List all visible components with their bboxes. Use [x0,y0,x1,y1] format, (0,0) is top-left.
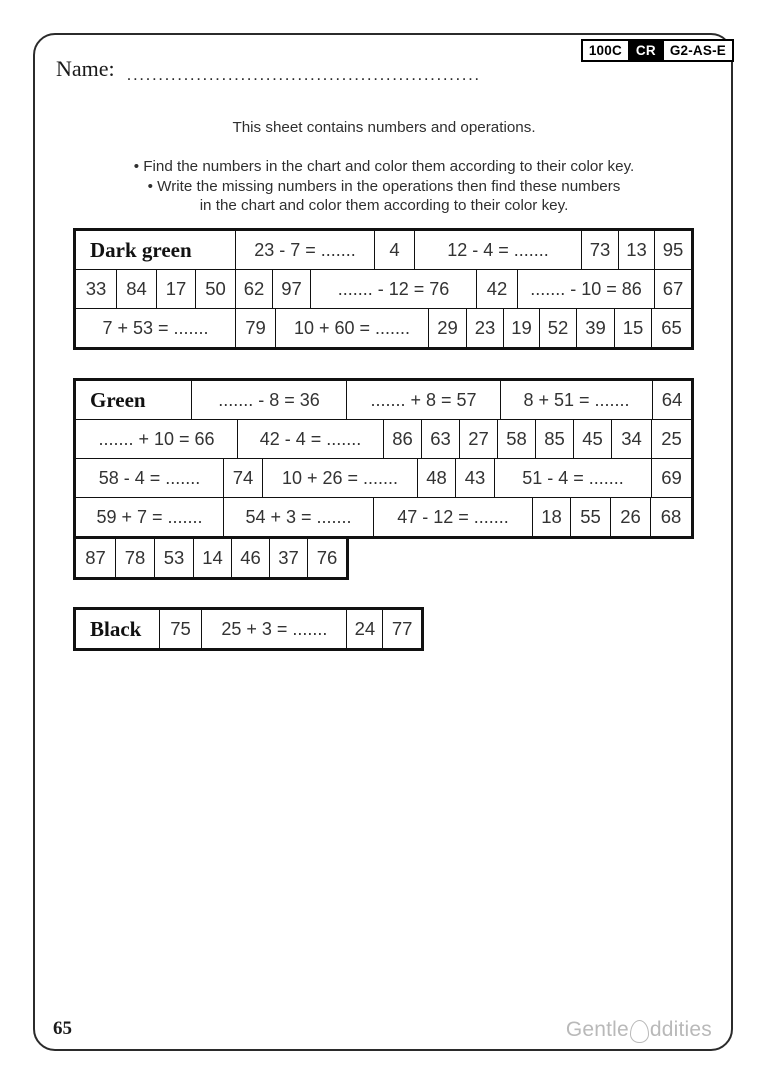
number-cell[interactable]: 42 [476,270,517,308]
operation-cell[interactable]: 51 - 4 = ....... [494,459,651,497]
number-cell[interactable]: 18 [532,498,570,536]
operation-cell[interactable]: 10 + 26 = ....... [262,459,417,497]
operation-cell[interactable]: 58 - 4 = ....... [98,467,201,488]
name-input-line[interactable]: ........................................................ [126,65,481,84]
page-number: 65 [53,1018,72,1039]
number-cell[interactable]: 14 [193,539,231,577]
number-cell[interactable]: 39 [576,309,614,347]
number-cell[interactable]: 76 [307,539,346,577]
number-cell[interactable]: 87 [85,546,106,568]
instruction-line-3: in the chart and color them according to their color key. [199,197,569,214]
color-key-label[interactable]: Dark green [90,237,192,262]
number-cell[interactable]: 4 [374,231,414,269]
instruction-line-1: • Find the numbers in the chart and color them according to their color key. [133,158,635,175]
operation-cell[interactable]: 7 + 53 = ....... [102,317,209,338]
number-cell[interactable]: 95 [654,231,691,269]
operation-cell[interactable]: 10 + 60 = ....... [275,309,428,347]
number-cell[interactable]: 62 [235,270,272,308]
operation-cell[interactable]: ....... - 12 = 76 [310,270,476,308]
table-row [76,610,421,648]
worksheet-code-badge [581,39,734,62]
number-cell[interactable]: 52 [539,309,576,347]
number-cell[interactable]: 37 [269,539,307,577]
code-segment-1: 100C [583,41,628,60]
name-label: Name: [56,56,115,81]
number-cell[interactable]: 43 [455,459,494,497]
table-row [76,458,691,497]
number-cell[interactable]: 29 [428,309,466,347]
operation-cell[interactable]: 23 - 7 = ....... [235,231,374,269]
brand-prefix: Gentle [565,1018,629,1041]
color-key-table-green-extra-row [73,536,349,580]
operation-cell[interactable]: ....... - 8 = 36 [191,381,346,419]
number-cell[interactable]: 84 [116,270,156,308]
number-cell[interactable]: 64 [652,381,691,419]
number-cell[interactable]: 46 [231,539,269,577]
number-cell[interactable]: 85 [535,420,573,458]
number-cell[interactable]: 78 [115,539,154,577]
instructions-intro: This sheet contains numbers and operations. [232,119,536,136]
color-key-label[interactable]: Black [90,616,142,641]
number-cell[interactable]: 27 [459,420,497,458]
number-cell[interactable]: 26 [610,498,650,536]
operation-cell[interactable]: 12 - 4 = ....... [414,231,581,269]
code-segment-3: G2-AS-E [664,41,732,60]
number-cell[interactable]: 65 [651,309,691,347]
color-key-table-black [73,607,424,651]
table-row [76,269,691,308]
number-cell[interactable]: 79 [235,309,275,347]
number-cell[interactable]: 97 [272,270,310,308]
number-cell[interactable]: 13 [618,231,654,269]
brand-suffix: ddities [649,1018,712,1041]
number-cell[interactable]: 50 [195,270,235,308]
name-row [56,56,576,82]
table-row [76,539,346,577]
number-cell[interactable]: 63 [421,420,459,458]
operation-cell[interactable]: ....... + 10 = 66 [98,428,215,449]
number-cell[interactable]: 48 [417,459,455,497]
number-cell[interactable]: 23 [466,309,503,347]
number-cell[interactable]: 73 [581,231,618,269]
color-key-table-green [73,378,694,539]
color-key-label[interactable]: Green [90,387,146,412]
number-cell[interactable]: 55 [570,498,610,536]
number-cell[interactable]: 69 [651,459,691,497]
instructions-bullets [0,157,768,216]
number-cell[interactable]: 25 [651,420,691,458]
number-cell[interactable]: 53 [154,539,193,577]
table-row [76,231,691,269]
number-cell[interactable]: 34 [611,420,651,458]
operation-cell[interactable]: ....... - 10 = 86 [517,270,654,308]
instruction-line-2: • Write the missing numbers in the operations then find these numbers [147,177,621,195]
table-row [76,419,691,458]
number-cell[interactable]: 68 [650,498,691,536]
number-cell[interactable]: 33 [85,278,107,299]
table-row [76,308,691,347]
color-key-table-dark-green [73,228,694,350]
operation-cell[interactable]: 8 + 51 = ....... [500,381,652,419]
number-cell[interactable]: 45 [573,420,611,458]
table-row [76,497,691,536]
operation-cell[interactable]: 54 + 3 = ....... [223,498,373,536]
brand-logo [566,1018,712,1042]
number-cell[interactable]: 86 [383,420,421,458]
number-cell[interactable]: 74 [223,459,262,497]
number-cell[interactable]: 17 [156,270,195,308]
code-segment-2: CR [628,41,664,60]
number-cell[interactable]: 58 [497,420,535,458]
number-cell[interactable]: 67 [654,270,691,308]
operation-cell[interactable]: 47 - 12 = ....... [373,498,532,536]
number-cell[interactable]: 77 [382,610,421,648]
number-cell[interactable]: 15 [614,309,651,347]
operation-cell[interactable]: 25 + 3 = ....... [201,610,346,648]
egg-icon [630,1020,649,1043]
number-cell[interactable]: 19 [503,309,539,347]
table-row [76,381,691,419]
operation-cell[interactable]: 59 + 7 = ....... [96,506,203,527]
number-cell[interactable]: 75 [159,610,201,648]
number-cell[interactable]: 24 [346,610,382,648]
operation-cell[interactable]: 42 - 4 = ....... [237,420,383,458]
operation-cell[interactable]: ....... + 8 = 57 [346,381,500,419]
